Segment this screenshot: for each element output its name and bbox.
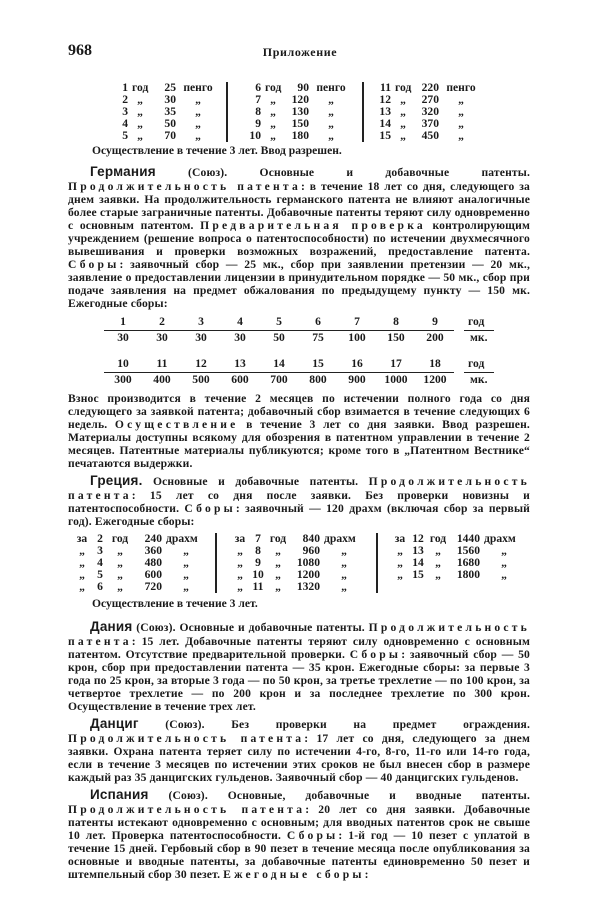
table-cell: год xyxy=(429,532,447,545)
table-cell: 840 xyxy=(302,532,320,545)
table-cell: за xyxy=(394,532,406,545)
spaced-emphasis: Продолжительность патента xyxy=(68,180,301,193)
table-cell: „ xyxy=(400,117,406,130)
rule xyxy=(104,372,454,373)
year-number: 7 xyxy=(354,315,360,328)
table-cell: „ xyxy=(458,93,464,106)
table-cell: „ xyxy=(183,556,189,569)
table-cell: „ xyxy=(341,556,347,569)
table-cell: 1200 xyxy=(296,568,320,581)
table-cell: „ xyxy=(400,105,406,118)
table-cell: 12 xyxy=(379,93,391,106)
table-cell: „ xyxy=(275,568,281,581)
table-cell: драхм xyxy=(324,532,356,545)
table-cell: 150 xyxy=(291,117,309,130)
table-cell: 1080 xyxy=(296,556,320,569)
table-cell: „ xyxy=(183,544,189,557)
year-number: 9 xyxy=(432,315,438,328)
table-cell: 8 xyxy=(255,544,261,557)
table-cell: 1440 xyxy=(456,532,480,545)
table-cell: „ xyxy=(501,544,507,557)
table-cell: 2 xyxy=(97,532,103,545)
table-cell: 7 xyxy=(255,93,261,106)
table-cell: 9 xyxy=(255,117,261,130)
body-text: : 1-й год — 10 пезет с уплатой в течение 15 дней. Гербовый сбор в 90 пезет в течение месяца после опубликования за основные и вводные патенты, за добавочные патенты единовременно 50 пезет и штемпельный сбор 30 пезет. xyxy=(68,829,530,881)
table-cell: „ xyxy=(195,129,201,142)
table-cell: 9 xyxy=(255,556,261,569)
table-cell: 180 xyxy=(291,129,309,142)
table-cell: „ xyxy=(137,117,143,130)
table-cell: „ xyxy=(328,105,334,118)
germany-payment-terms xyxy=(68,392,530,470)
table-cell: „ xyxy=(270,93,276,106)
table-cell: 3 xyxy=(97,544,103,557)
body-text: Взнос производится в течение 2 месяцев по истечении полного года со дня следующего за заявкой патента; добавочный сбор взимается в течение следующих 6 недель. xyxy=(68,392,530,431)
table-cell: „ xyxy=(400,129,406,142)
table-cell: 4 xyxy=(97,556,103,569)
table-cell: „ xyxy=(435,568,441,581)
fee-amount: 1200 xyxy=(423,373,447,386)
greece-note: Осуществление в течение 3 лет. xyxy=(92,597,258,610)
year-number: 18 xyxy=(429,357,441,370)
unit-label: мк. xyxy=(470,373,488,386)
table-cell: 14 xyxy=(412,556,424,569)
fee-amount: 75 xyxy=(312,331,324,344)
table-cell: 220 xyxy=(421,81,439,94)
table-cell: за xyxy=(76,532,88,545)
table-cell: „ xyxy=(397,544,403,557)
table-cell: „ xyxy=(195,105,201,118)
table-cell: 35 xyxy=(164,105,176,118)
table-cell: 6 xyxy=(97,580,103,593)
year-number: 6 xyxy=(315,315,321,328)
table-cell: 130 xyxy=(291,105,309,118)
year-number: 12 xyxy=(195,357,207,370)
table-cell: год xyxy=(111,532,129,545)
body-text: : 17 лет со дня, следующего за днем заявки. Охрана патента теряет силу по истечении 4-го, 8-го, 11-го или 14-го года, если в течение 3 месяцев по истечении этих сроков не был внесен сбор в размере каждый раз 35 данцигских гульденов. Заявочный сбор — 40 данцигских гульденов. xyxy=(68,732,530,784)
year-number: 5 xyxy=(276,315,282,328)
body-text: : xyxy=(364,868,369,881)
table-cell: „ xyxy=(183,568,189,581)
table-cell: пенго xyxy=(316,81,346,94)
country-heading: Данциг xyxy=(90,716,139,731)
year-label: год xyxy=(468,357,485,370)
table-cell: „ xyxy=(275,544,281,557)
page-number: 968 xyxy=(68,42,92,59)
fee-amount: 600 xyxy=(231,373,249,386)
table-cell: драхм xyxy=(166,532,198,545)
spaced-emphasis: Осуществление xyxy=(114,418,239,431)
spaced-emphasis: Продолжительность патента xyxy=(68,732,305,745)
rule xyxy=(104,330,454,331)
table-cell: 10 xyxy=(249,129,261,142)
table-cell: 15 xyxy=(412,568,424,581)
table-cell: 70 xyxy=(164,129,176,142)
table-cell: 6 xyxy=(255,81,261,94)
fee-amount: 30 xyxy=(195,331,207,344)
table-cell: „ xyxy=(275,580,281,593)
table-cell: 1680 xyxy=(456,556,480,569)
table-cell: 5 xyxy=(97,568,103,581)
body-text: (Союз). Основные, добавочные и вводные патенты. xyxy=(148,789,530,802)
table-cell: „ xyxy=(328,117,334,130)
table-cell: „ xyxy=(341,544,347,557)
table-cell: 90 xyxy=(297,81,309,94)
table-cell: 7 xyxy=(255,532,261,545)
fee-amount: 150 xyxy=(387,331,405,344)
spaced-emphasis: Сборы xyxy=(184,502,236,515)
table-cell: „ xyxy=(270,117,276,130)
table-cell: 480 xyxy=(144,556,162,569)
year-label: год xyxy=(468,315,485,328)
year-number: 4 xyxy=(237,315,243,328)
table-cell: 600 xyxy=(144,568,162,581)
year-number: 17 xyxy=(390,357,402,370)
year-number: 3 xyxy=(198,315,204,328)
table-cell: 1800 xyxy=(456,568,480,581)
country-heading: Германия xyxy=(90,164,156,179)
year-number: 15 xyxy=(312,357,324,370)
fee-amount: 200 xyxy=(426,331,444,344)
unit-label: мк. xyxy=(470,331,488,344)
body-text: (Союз). Без проверки на предмет ограждения. xyxy=(138,718,530,731)
table-cell: 270 xyxy=(421,93,439,106)
table-cell: „ xyxy=(137,105,143,118)
column-divider xyxy=(215,533,217,593)
column-divider xyxy=(362,82,364,142)
fee-amount: 900 xyxy=(348,373,366,386)
table-cell: „ xyxy=(237,556,243,569)
table-cell: „ xyxy=(137,93,143,106)
table-cell: 1320 xyxy=(296,580,320,593)
table-cell: „ xyxy=(275,556,281,569)
table-cell: „ xyxy=(237,544,243,557)
table-cell: „ xyxy=(341,580,347,593)
table-cell: „ xyxy=(341,568,347,581)
table-cell: „ xyxy=(458,129,464,142)
table-cell: год xyxy=(269,532,287,545)
spaced-emphasis: Сборы xyxy=(286,829,339,842)
body-text: : заявочный сбор — 50 крон, сбор при предоставлении патента — 35 крон. Ежегодные сборы: за первые 3 года по 25 крон, за вторые 3 года — по 50 крон, за третье трехлетие — по 100 крон, за четвертое трехлетие — по 200 крон и за последнее трехлетие по 300 крон. Осуществление в течение трех лет. xyxy=(68,648,531,713)
table-cell: 8 xyxy=(255,105,261,118)
column-divider xyxy=(226,82,228,142)
fee-amount: 30 xyxy=(156,331,168,344)
spaced-emphasis: Продолжительность патента xyxy=(68,475,530,502)
table-cell: 3 xyxy=(122,105,128,118)
body-text: (Союз). Основные и добавочные патенты. xyxy=(155,166,530,179)
fee-amount: 100 xyxy=(348,331,366,344)
spaced-emphasis: Ежегодные сборы xyxy=(223,868,365,881)
table-cell: „ xyxy=(397,568,403,581)
table-cell: 5 xyxy=(122,129,128,142)
table-cell: за xyxy=(234,532,246,545)
germany-section xyxy=(68,164,530,310)
danzig-section xyxy=(68,716,530,784)
body-text: : 15 лет. Добавочные патенты теряют силу одновременно с основным патентом. Отсутствие предварительной проверки. xyxy=(68,635,530,661)
fee-amount: 50 xyxy=(273,331,285,344)
table-cell: „ xyxy=(435,544,441,557)
body-text: : 15 лет со дня после заявки. Без проверки новизны и патентоспособности. xyxy=(68,489,530,515)
table-cell: 1560 xyxy=(456,544,480,557)
year-number: 10 xyxy=(117,357,129,370)
table-cell: пенго xyxy=(446,81,476,94)
denmark-section xyxy=(68,619,530,713)
spaced-emphasis: Сборы xyxy=(349,648,402,661)
table-cell: 50 xyxy=(164,117,176,130)
greece-section xyxy=(68,473,530,528)
table-cell: „ xyxy=(117,544,123,557)
table-cell: „ xyxy=(117,580,123,593)
table-cell: „ xyxy=(117,568,123,581)
table-cell: „ xyxy=(328,93,334,106)
table-cell: 370 xyxy=(421,117,439,130)
rule xyxy=(464,372,494,373)
spaced-emphasis: Продолжительность патента xyxy=(68,621,530,648)
table-cell: 13 xyxy=(412,544,424,557)
table-cell: год xyxy=(395,81,412,94)
hungary-note: Осуществление в течение 3 лет. Ввод разрешен. xyxy=(92,144,342,157)
table-cell: 450 xyxy=(421,129,439,142)
table-cell: 320 xyxy=(421,105,439,118)
table-cell: год xyxy=(265,81,282,94)
fee-amount: 500 xyxy=(192,373,210,386)
table-cell: 120 xyxy=(291,93,309,106)
table-cell: „ xyxy=(237,580,243,593)
table-cell: „ xyxy=(183,580,189,593)
running-head: Приложение xyxy=(262,45,338,59)
body-text: : заявочный — 120 драхм (включая сбор за первый год). Ежегодные сборы: xyxy=(68,502,530,528)
table-cell: пенго xyxy=(183,81,213,94)
table-cell: „ xyxy=(137,129,143,142)
greece-fee-table xyxy=(0,533,600,597)
table-cell: „ xyxy=(270,129,276,142)
column-divider xyxy=(376,533,378,593)
body-text: Основные и добавочные патенты. xyxy=(142,475,369,488)
table-cell: 2 xyxy=(122,93,128,106)
hungary-fee-table xyxy=(0,82,600,144)
table-cell: 30 xyxy=(164,93,176,106)
table-cell: 720 xyxy=(144,580,162,593)
table-cell: „ xyxy=(397,556,403,569)
year-number: 2 xyxy=(159,315,165,328)
fee-amount: 700 xyxy=(270,373,288,386)
table-cell: 25 xyxy=(164,81,176,94)
table-cell: „ xyxy=(400,93,406,106)
table-cell: „ xyxy=(237,568,243,581)
body-text: контролирующим учреждением (решение вопроса о патентоспособности) по истечении двухмесячного вывешивания и проверки возможных возражений, предоставление патента. xyxy=(68,219,530,258)
table-cell: 11 xyxy=(252,580,264,593)
spain-section xyxy=(68,787,530,881)
table-cell: „ xyxy=(458,105,464,118)
table-cell: „ xyxy=(79,544,85,557)
fee-amount: 300 xyxy=(114,373,132,386)
country-heading: Греция. xyxy=(90,473,143,488)
table-cell: „ xyxy=(195,117,201,130)
table-cell: „ xyxy=(79,568,85,581)
fee-amount: 800 xyxy=(309,373,327,386)
fee-amount: 30 xyxy=(234,331,246,344)
fee-amount: 400 xyxy=(153,373,171,386)
table-cell: „ xyxy=(501,568,507,581)
table-cell: драхм xyxy=(484,532,516,545)
table-cell: 14 xyxy=(379,117,391,130)
body-text: : в течение 18 лет со дня, следующего за днем заявки. На продолжительность германского патента не влияют аналогичные более старые заграничные патенты. Добавочные патенты теряют силу одновременно с основным патентом. xyxy=(68,180,530,232)
rule xyxy=(464,330,494,331)
body-text: : заявочный сбор — 25 мк., сбор при заявлении претензии — 20 мк., заявление о предоставлении лицензии в принудительном порядке — 50 мк., сбор при подаче заявления на предмет обжалования по предыдущему пункту — 150 мк. Ежегодные сборы: xyxy=(68,258,530,310)
table-cell: 10 xyxy=(252,568,264,581)
fee-amount: 1000 xyxy=(384,373,408,386)
table-cell: „ xyxy=(195,93,201,106)
year-number: 16 xyxy=(351,357,363,370)
table-cell: „ xyxy=(79,556,85,569)
body-text: (Союз). Основные и добавочные патенты. xyxy=(132,621,369,634)
body-text: : 20 лет со дня заявки. Добавочные патенты истекают одновременно с основным; для вводных патентов срок не свыше 10 лет. Проверка патентоспособности. xyxy=(68,803,531,842)
year-number: 14 xyxy=(273,357,285,370)
table-cell: 11 xyxy=(380,81,391,94)
table-cell: 15 xyxy=(379,129,391,142)
table-cell: „ xyxy=(270,105,276,118)
table-cell: 960 xyxy=(302,544,320,557)
year-number: 13 xyxy=(234,357,246,370)
table-cell: „ xyxy=(328,129,334,142)
year-number: 8 xyxy=(393,315,399,328)
table-cell: 4 xyxy=(122,117,128,130)
table-cell: год xyxy=(132,81,149,94)
table-cell: 240 xyxy=(144,532,162,545)
country-heading: Испания xyxy=(90,787,149,802)
year-number: 11 xyxy=(156,357,168,370)
spaced-emphasis: Сборы xyxy=(68,258,120,271)
table-cell: „ xyxy=(501,556,507,569)
fee-amount: 30 xyxy=(117,331,129,344)
table-cell: 360 xyxy=(144,544,162,557)
table-cell: „ xyxy=(458,117,464,130)
table-cell: 13 xyxy=(379,105,391,118)
year-number: 1 xyxy=(120,315,126,328)
table-cell: 1 xyxy=(122,81,128,94)
country-heading: Дания xyxy=(90,619,133,634)
germany-fee-table xyxy=(0,316,600,392)
spaced-emphasis: Продолжительность патента xyxy=(68,803,306,816)
table-cell: 12 xyxy=(412,532,424,545)
spaced-emphasis: Предварительная проверка xyxy=(200,219,426,232)
body-text: в течение 3 лет со дня заявки. Ввод разрешен. Материалы доступны всякому для обозрения в патентном управлении в течение 2 месяцев. Патентные материалы публикуются; кроме того в „Патентном Вестнике“ печатаются выдержки. xyxy=(68,418,530,470)
table-cell: „ xyxy=(79,580,85,593)
table-cell: „ xyxy=(435,556,441,569)
table-cell: „ xyxy=(117,556,123,569)
